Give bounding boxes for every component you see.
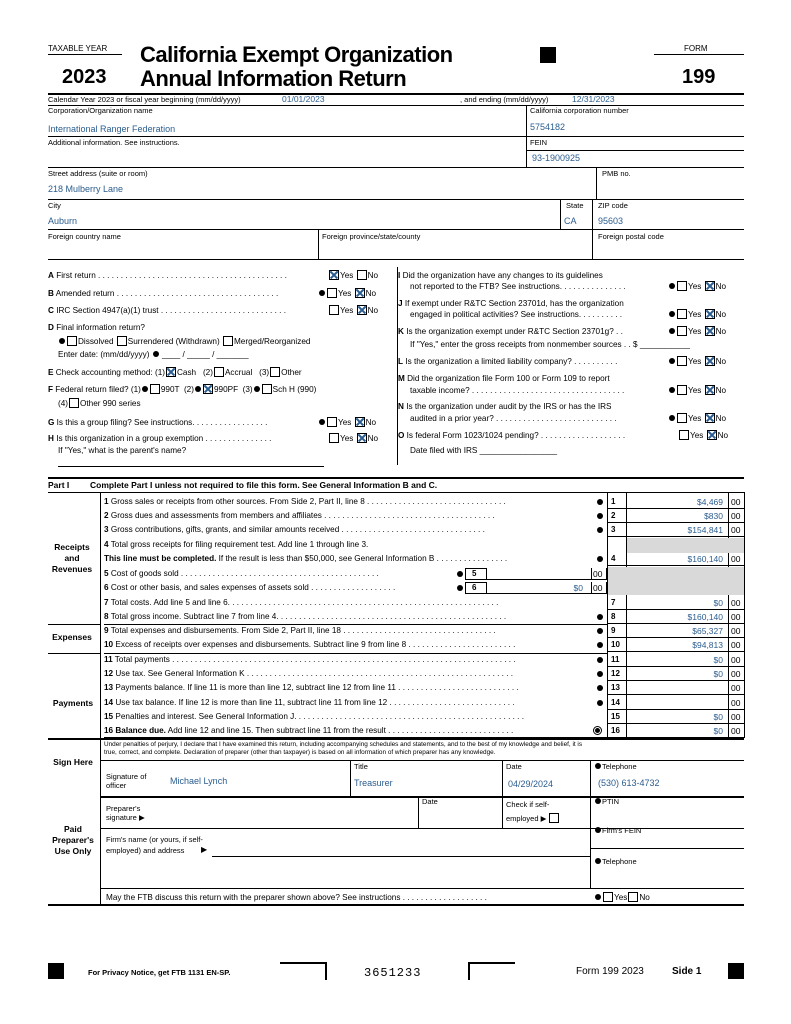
- foreign-postal-label: Foreign postal code: [598, 232, 664, 241]
- preparer-signature-label: Preparer's signature ▶: [106, 804, 145, 822]
- self-employed-label[interactable]: Check if self-employed ▶: [506, 798, 576, 826]
- m-no-checkbox[interactable]: [705, 385, 715, 395]
- question-i-answer[interactable]: Yes No: [668, 281, 726, 291]
- line-2-description: 2 Gross dues and assessments from members and affiliates . . . . . . . . . . . . . . . . . . . . . . . . . . . . . . . . . . . . . .: [104, 511, 495, 520]
- taxable-year-label: TAXABLE YEAR: [48, 44, 108, 53]
- e-cash-checkbox[interactable]: [166, 367, 176, 377]
- form-number: 199: [682, 66, 716, 88]
- line-13-description: 13 Payments balance. If line 11 is more than line 12, subtract line 12 from line 11 . . . . . . . . . . . . . . . . . . . . . . . . . . .: [104, 683, 519, 692]
- part1-label: Part I: [48, 480, 70, 490]
- line-2-number: 2: [611, 511, 616, 520]
- firm-name-label: Firm's name (or yours, if self-employed) and address: [106, 835, 203, 855]
- line-11-amount[interactable]: $0: [713, 655, 723, 665]
- line-13-number: 13: [611, 683, 620, 692]
- period-begin-label: Calendar Year 2023 or fiscal year beginning (mm/dd/yyyy): [48, 95, 241, 104]
- g-no-checkbox[interactable]: [355, 417, 365, 427]
- form-title-line2: Annual Information Return: [140, 66, 407, 91]
- a-yes-checkbox[interactable]: [329, 270, 339, 280]
- e-other-checkbox[interactable]: [270, 367, 280, 377]
- part1-title: Complete Part I unless not required to file this form. See General Information B and C.: [90, 480, 438, 490]
- line-15-amount[interactable]: $0: [713, 712, 723, 722]
- zip-label: ZIP code: [598, 201, 628, 210]
- question-a-answer[interactable]: Yes No: [328, 270, 378, 280]
- org-name-value[interactable]: International Ranger Federation: [48, 124, 176, 134]
- question-m-cont: taxable income? . . . . . . . . . . . . . . . . . . . . . . . . . . . . . . . . . .: [410, 386, 625, 395]
- i-no-checkbox[interactable]: [705, 281, 715, 291]
- line-5-number: 5: [472, 569, 477, 578]
- privacy-notice: For Privacy Notice, get FTB 1131 EN-SP.: [88, 968, 231, 977]
- street-label: Street address (suite or room): [48, 169, 148, 178]
- line-11-description: 11 Total payments . . . . . . . . . . . . . . . . . . . . . . . . . . . . . . . . . . . . . . . . . . . . . . . . . . . . . . . . . . . . . . . . . . . . . . . . . . . .: [104, 655, 516, 664]
- city-value[interactable]: Auburn: [48, 216, 78, 226]
- footer-bracket-left: [280, 962, 327, 980]
- additional-info-label: Additional information. See instructions.: [48, 138, 180, 147]
- f-other990-checkbox[interactable]: [69, 398, 79, 408]
- question-g-answer[interactable]: Yes No: [318, 417, 376, 427]
- line-9-cents: 00: [731, 626, 741, 636]
- state-value[interactable]: CA: [564, 216, 577, 226]
- question-m: M Did the organization file Form 100 or Form 109 to report: [398, 374, 610, 383]
- city-label: City: [48, 201, 61, 210]
- question-f[interactable]: F Federal return filed? (1) 990T (2) 990PF (3) Sch H (990): [48, 385, 317, 394]
- foreign-province-label: Foreign province/state/county: [322, 232, 421, 241]
- line-9-number: 9: [611, 626, 616, 635]
- question-o: O Is federal Form 1023/1024 pending? . . . . . . . . . . . . . . . . . . .: [398, 431, 626, 440]
- line-5-cents: 00: [593, 569, 603, 579]
- f-990pf-checkbox[interactable]: [203, 384, 213, 394]
- line-7-number: 7: [611, 598, 616, 607]
- question-k-answer[interactable]: Yes No: [668, 326, 726, 336]
- question-n: N Is the organization under audit by the IRS or has the IRS: [398, 402, 612, 411]
- corner-mark: [540, 47, 556, 63]
- line-1-description: 1 Gross sales or receipts from other sources. From Side 2, Part II, line 8 . . . . . . . . . . . . . . . . . . . . . . . . . . . . . . .: [104, 497, 506, 506]
- k-yes-checkbox[interactable]: [677, 326, 687, 336]
- ptin-label: PTIN: [594, 797, 619, 806]
- k-no-checkbox[interactable]: [705, 326, 715, 336]
- line-10-cents: 00: [731, 640, 741, 650]
- line-6-amount[interactable]: $0: [573, 583, 583, 593]
- question-i: I Did the organization have any changes to its guidelines: [398, 271, 603, 280]
- footer-mark-right: [728, 963, 744, 979]
- question-h-parent: If "Yes," what is the parent's name?: [58, 446, 187, 455]
- title-value[interactable]: Treasurer: [354, 778, 393, 788]
- firm-telephone-label: Telephone: [594, 857, 637, 866]
- l-yes-checkbox[interactable]: [677, 356, 687, 366]
- question-c: C IRC Section 4947(a)(1) trust . . . . . . . . . . . . . . . . . . . . . . . . . . . .: [48, 306, 286, 315]
- line-14-cents: 00: [731, 698, 741, 708]
- line-4-cents: 00: [731, 554, 741, 564]
- sign-here-label: Sign Here: [53, 757, 93, 767]
- question-d-date[interactable]: Enter date: (mm/dd/yyyy) ____ / _____ / _______: [58, 350, 249, 359]
- line-9-amount[interactable]: $65,327: [692, 626, 723, 636]
- form-side-label: Form 199 2023: [576, 966, 644, 977]
- penalty-statement-2: true, correct, and complete. Declaration of preparer (other than taxpayer) is based on all information of which preparer has any knowledge.: [104, 749, 496, 756]
- o-yes-checkbox[interactable]: [679, 430, 689, 440]
- question-i-cont: not reported to the FTB? See instructions. . . . . . . . . . . . . . .: [410, 282, 626, 291]
- foreign-country-label: Foreign country name: [48, 232, 121, 241]
- line-4-number: 4: [611, 554, 616, 563]
- question-j: J If exempt under R&TC Section 23701d, has the organization: [398, 299, 624, 308]
- corp-number-value[interactable]: 5754182: [530, 122, 566, 132]
- question-d-options[interactable]: Dissolved Surrendered (Withdrawn) Merged/Reorganized: [58, 336, 310, 346]
- line-16-cents: 00: [731, 726, 741, 736]
- m-yes-checkbox[interactable]: [677, 385, 687, 395]
- h-yes-checkbox[interactable]: [329, 433, 339, 443]
- period-begin-value[interactable]: 01/01/2023: [282, 94, 325, 104]
- firm-fein-label: Firm's FEIN: [594, 826, 641, 835]
- question-k-receipts[interactable]: If "Yes," enter the gross receipts from nonmember sources . . $ ___________: [410, 340, 690, 349]
- line-16-description: 16 Balance due. Add line 12 and line 15. Then subtract line 11 from the result . . . . . . . . . . . . . . . . . . . . . . . . . . . .: [104, 726, 514, 735]
- question-a: A First return . . . . . . . . . . . . . . . . . . . . . . . . . . . . . . . . . . . . . . . . . .: [48, 271, 287, 280]
- d-dissolved-checkbox[interactable]: [67, 336, 77, 346]
- question-j-answer[interactable]: Yes No: [668, 309, 726, 319]
- discuss-question: May the FTB discuss this return with the preparer shown above? See instructions . . . . . . . . . . . . . . . . . . .: [106, 893, 487, 902]
- question-j-cont: engaged in political activities? See instructions. . . . . . . . . .: [410, 310, 623, 319]
- question-m-answer[interactable]: Yes No: [668, 385, 726, 395]
- title-label: Title: [354, 762, 368, 771]
- c-yes-checkbox[interactable]: [329, 305, 339, 315]
- line-11-cents: 00: [731, 655, 741, 665]
- question-o-date[interactable]: Date filed with IRS _________________: [410, 446, 558, 455]
- g-yes-checkbox[interactable]: [327, 417, 337, 427]
- question-l-answer[interactable]: Yes No: [668, 356, 726, 366]
- self-employed-checkbox[interactable]: [549, 813, 559, 823]
- officer-signature-value[interactable]: Michael Lynch: [170, 776, 228, 786]
- street-value[interactable]: 218 Mulberry Lane: [48, 184, 124, 194]
- n-yes-checkbox[interactable]: [677, 413, 687, 423]
- question-n-cont: audited in a prior year? . . . . . . . . . . . . . . . . . . . . . . . . . . .: [410, 414, 617, 423]
- question-n-answer[interactable]: Yes No: [668, 413, 726, 423]
- org-name-label: Corporation/Organization name: [48, 106, 153, 115]
- line-6-cents: 00: [593, 583, 603, 593]
- line-13-cents: 00: [731, 683, 741, 693]
- question-b: B Amended return . . . . . . . . . . . . . . . . . . . . . . . . . . . . . . . . . . . .: [48, 289, 279, 298]
- telephone-label: Telephone: [594, 762, 637, 771]
- preparer-date-label: Date: [422, 797, 438, 806]
- line-4-requirement: This line must be completed. If the result is less than $50,000, see General Information B . . . . . . . . . . . . . . . .: [104, 554, 508, 563]
- date-label: Date: [506, 762, 522, 771]
- o-no-checkbox[interactable]: [707, 430, 717, 440]
- line-8-number: 8: [611, 612, 616, 621]
- state-label: State: [566, 201, 584, 210]
- question-h: H Is this organization in a group exemption . . . . . . . . . . . . . . .: [48, 434, 272, 443]
- line-4-description: 4 Total gross receipts for filing requirement test. Add line 1 through line 3.: [104, 540, 369, 549]
- j-no-checkbox[interactable]: [705, 309, 715, 319]
- question-d: D Final information return?: [48, 323, 145, 332]
- signature-officer-label: Signature of officer: [106, 772, 147, 790]
- section-payments: Payments: [52, 698, 94, 708]
- line-16-amount[interactable]: $0: [713, 726, 723, 736]
- corp-number-label: California corporation number: [530, 106, 629, 115]
- line-12-cents: 00: [731, 669, 741, 679]
- discuss-no-checkbox[interactable]: [628, 892, 638, 902]
- b-no-checkbox[interactable]: [355, 288, 365, 298]
- question-f-other[interactable]: (4) Other 990 series: [58, 399, 141, 408]
- line-8-amount[interactable]: $160,140: [687, 612, 723, 622]
- line-14-number: 14: [611, 698, 620, 707]
- line-1-number: 1: [611, 497, 616, 506]
- d-surrendered-checkbox[interactable]: [117, 336, 127, 346]
- question-b-answer[interactable]: Yes No: [318, 288, 376, 298]
- tax-year: 2023: [62, 66, 107, 88]
- line-10-description: 10 Excess of receipts over expenses and disbursements. Subtract line 9 from line 8 . . . . . . . . . . . . . . . . . . . . . . . .: [104, 640, 516, 649]
- j-yes-checkbox[interactable]: [677, 309, 687, 319]
- line-11-number: 11: [611, 655, 620, 664]
- n-no-checkbox[interactable]: [705, 413, 715, 423]
- date-value[interactable]: 04/29/2024: [508, 779, 554, 789]
- question-c-answer[interactable]: Yes No: [328, 305, 378, 315]
- question-g: G Is this a group filing? See instructions. . . . . . . . . . . . . . . . .: [48, 418, 268, 427]
- line-4-amount[interactable]: $160,140: [687, 554, 723, 564]
- l-no-checkbox[interactable]: [705, 356, 715, 366]
- line-3-description: 3 Gross contributions, gifts, grants, and similar amounts received . . . . . . . . . . . . . . . . . . . . . . . . . . . . . . . .: [104, 525, 485, 534]
- f-schh-checkbox[interactable]: [262, 384, 272, 394]
- firm-name-arrow: ▶: [201, 845, 208, 854]
- footer-mark-left: [48, 963, 64, 979]
- line-12-number: 12: [611, 669, 620, 678]
- line-1-cents: 00: [731, 497, 741, 507]
- line-6-number: 6: [472, 583, 477, 592]
- line-12-description: 12 Use tax. See General Information K . . . . . . . . . . . . . . . . . . . . . . . . . . . . . . . . . . . . . . . . . . . . . . . . . . . . . . . . . . .: [104, 669, 514, 678]
- h-no-checkbox[interactable]: [357, 433, 367, 443]
- line-9-description: 9 Total expenses and disbursements. From Side 2, Part II, line 18 . . . . . . . . . . . . . . . . . . . . . . . . . . . . . . . . . .: [104, 626, 496, 635]
- b-yes-checkbox[interactable]: [327, 288, 337, 298]
- line-10-number: 10: [611, 640, 620, 649]
- discuss-answer[interactable]: Yes No: [594, 892, 650, 902]
- line-16-number: 16: [611, 726, 620, 735]
- line-5-description: 5 Cost of goods sold . . . . . . . . . . . . . . . . . . . . . . . . . . . . . . . . . . . . . . . . . . . .: [104, 569, 379, 578]
- line-8-description: 8 Total gross income. Subtract line 7 from line 4. . . . . . . . . . . . . . . . . . . . . . . . . . . . . . . . . . . . . . . . . . . . . . . . . . .: [104, 612, 507, 621]
- i-yes-checkbox[interactable]: [677, 281, 687, 291]
- fein-label: FEIN: [530, 138, 548, 147]
- line-1-amount[interactable]: $4,469: [697, 497, 723, 507]
- e-accrual-checkbox[interactable]: [214, 367, 224, 377]
- section-expenses: Expenses: [52, 632, 92, 642]
- line-7-description: 7 Total costs. Add line 5 and line 6. . . . . . . . . . . . . . . . . . . . . . . . . . . . . . . . . . . . . . . . . . . . . . . . . . . . . . . . . . . .: [104, 598, 499, 607]
- paid-preparer-label: Paid Preparer's Use Only: [52, 824, 94, 856]
- telephone-value[interactable]: (530) 613-4732: [598, 778, 660, 788]
- question-h-answer[interactable]: Yes No: [328, 433, 378, 443]
- line-2-cents: 00: [731, 511, 741, 521]
- f-990t-checkbox[interactable]: [150, 384, 160, 394]
- line-2-amount[interactable]: $830: [704, 511, 723, 521]
- side-label: Side 1: [672, 966, 702, 977]
- line-3-number: 3: [611, 525, 616, 534]
- line-7-cents: 00: [731, 598, 741, 608]
- line-6-description: 6 Cost or other basis, and sales expenses of assets sold . . . . . . . . . . . . . . . . . . .: [104, 583, 396, 592]
- discuss-yes-checkbox[interactable]: [603, 892, 613, 902]
- line-15-number: 15: [611, 712, 620, 721]
- form-label: FORM: [684, 44, 708, 53]
- pmb-label: PMB no.: [602, 169, 631, 178]
- zip-value[interactable]: 95603: [598, 216, 624, 226]
- line-3-cents: 00: [731, 525, 741, 535]
- fein-value[interactable]: 93-1900925: [532, 153, 581, 163]
- form-code: 3651233: [364, 966, 422, 980]
- line-10-amount[interactable]: $94,813: [692, 640, 723, 650]
- c-no-checkbox[interactable]: [357, 305, 367, 315]
- d-merged-checkbox[interactable]: [223, 336, 233, 346]
- footer-bracket-right: [468, 962, 515, 980]
- form-title-line1: California Exempt Organization: [140, 42, 453, 67]
- a-no-checkbox[interactable]: [357, 270, 367, 280]
- question-k: K Is the organization exempt under R&TC Section 23701g? . .: [398, 327, 623, 336]
- period-end-value[interactable]: 12/31/2023: [572, 94, 615, 104]
- penalty-statement-1: Under penalties of perjury, I declare that I have examined this return, including accompanying schedules and statements, and to the best of my knowledge and belief, it is: [104, 741, 583, 748]
- question-o-answer[interactable]: Yes No: [678, 430, 728, 440]
- line-14-description: 14 Use tax balance. If line 12 is more than line 11, subtract line 11 from line 12 . . . . . . . . . . . . . . . . . . . . . . . . . . . .: [104, 698, 515, 707]
- period-end-label: , and ending (mm/dd/yyyy): [460, 95, 549, 104]
- line-7-amount[interactable]: $0: [713, 598, 723, 608]
- question-l: L Is the organization a limited liability company? . . . . . . . . . .: [398, 357, 618, 366]
- line-3-amount[interactable]: $154,841: [687, 525, 723, 535]
- question-e[interactable]: E Check accounting method: (1) Cash (2) Accrual (3) Other: [48, 368, 302, 377]
- line-15-description: 15 Penalties and interest. See General Information J. . . . . . . . . . . . . . . . . . . . . . . . . . . . . . . . . . . . . . . . . . . . . . . . . . .: [104, 712, 525, 721]
- section-receipts: Receipts and Revenues: [51, 542, 93, 574]
- line-12-amount[interactable]: $0: [713, 669, 723, 679]
- line-15-cents: 00: [731, 712, 741, 722]
- line-8-cents: 00: [731, 612, 741, 622]
